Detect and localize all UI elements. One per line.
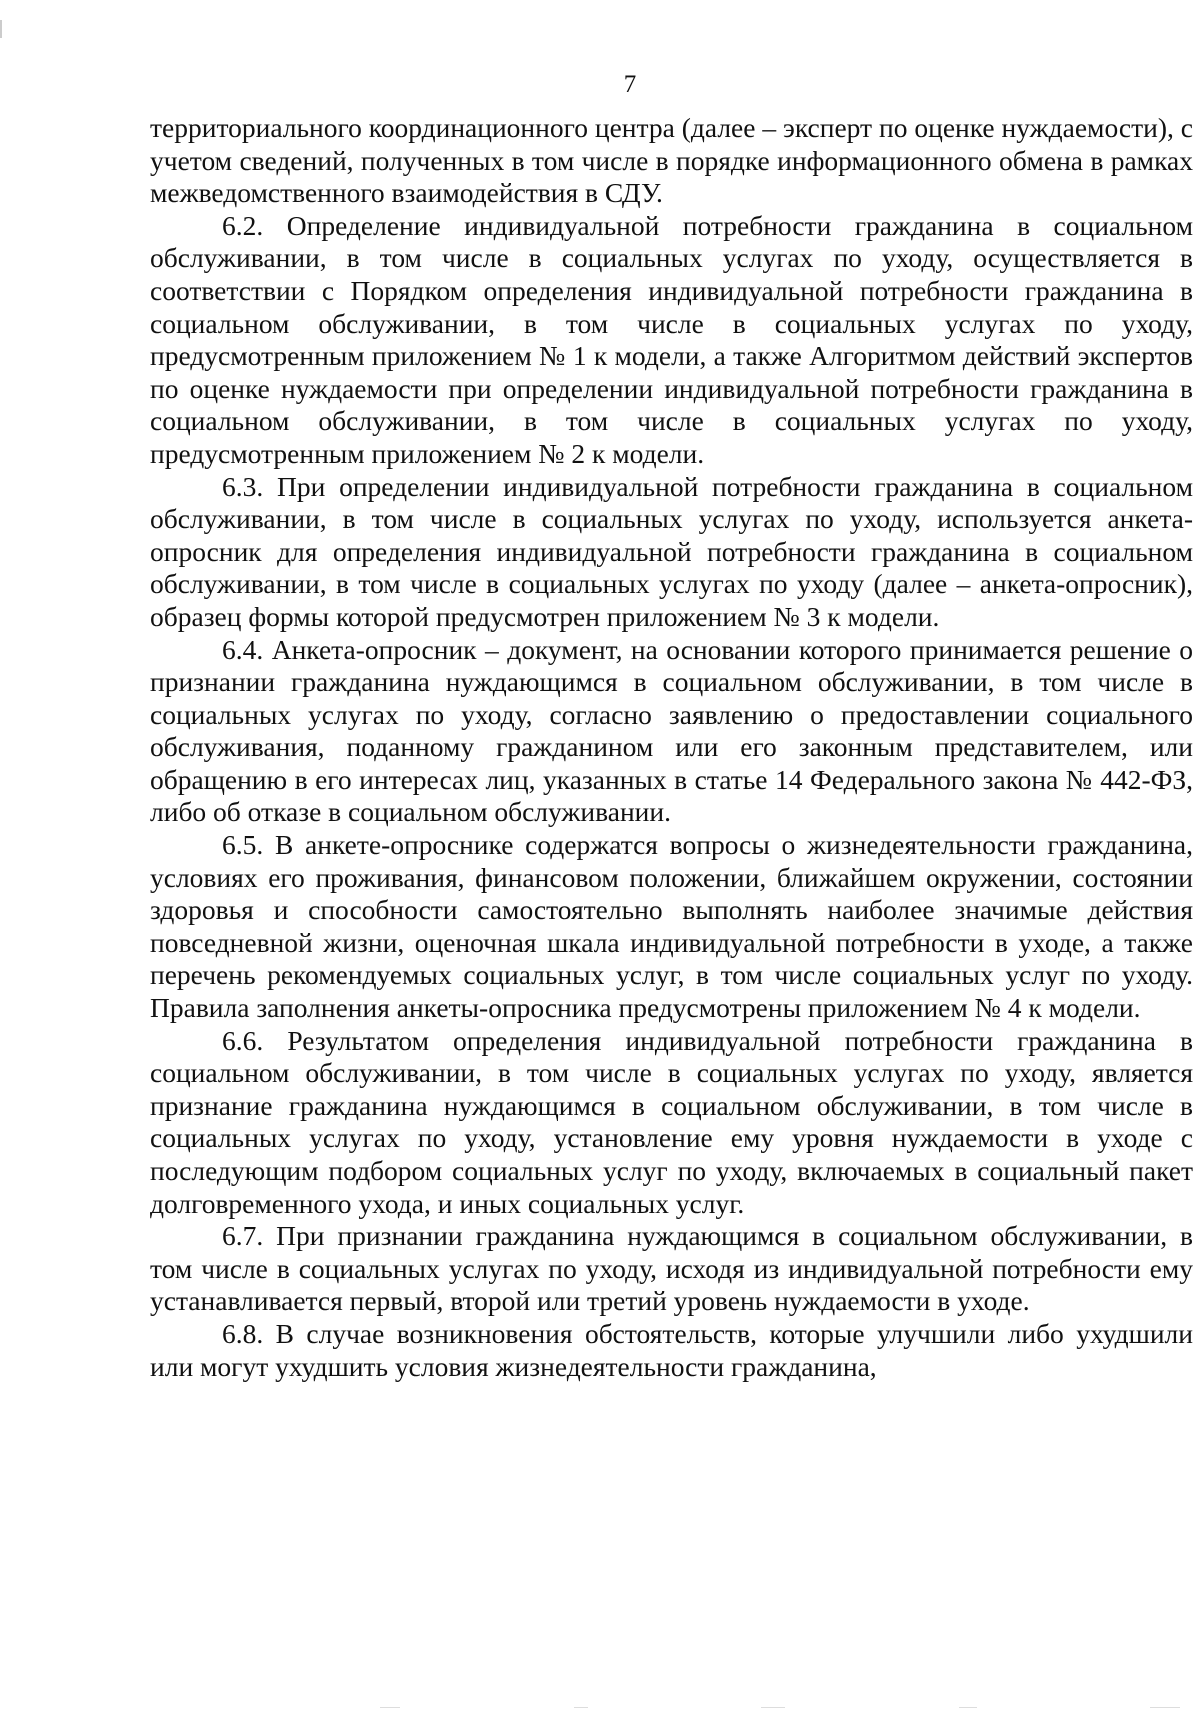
scan-edge-mark <box>0 20 2 38</box>
paragraph-6-6: 6.6. Результатом определения индивидуальной потребности гражданина в социальном обслуживании, в том числе в социальных услугах по уходу, является признание гражданина нуждающимся в социальном обслуживании, в том числе в социальных услугах по уходу, установление ему уровня нуждаемости в уходе с последующим подбором социальных услуг по уходу, включаемых в социальный пакет долговременного ухода, и иных социальных услуг. <box>150 1024 1193 1219</box>
page-number: 7 <box>623 71 637 98</box>
scan-footer-marks <box>380 1706 1180 1709</box>
paragraph-6-7: 6.7. При признании гражданина нуждающимся в социальном обслуживании, в том числе в социальных услугах по уходу, исходя из индивидуальной потребности ему устанавливается первый, второй или третий уровень нуждаемости в уходе. <box>150 1220 1193 1317</box>
paragraph-6-5: 6.5. В анкете-опроснике содержатся вопросы о жизнедеятельности гражданина, условиях его проживания, финансовом положении, ближайшем окружении, состоянии здоровья и способности самостоятельно выполнять наиболее значимые действия повседневной жизни, оценочная шкала индивидуальной потребности в уходе, а также перечень рекомендуемых социальных услуг, в том числе социальных услуг по уходу. Правила заполнения анкеты-опросника предусмотрены приложением № 4 к модели. <box>150 829 1193 1024</box>
paragraph-continuation: территориального координационного центра (далее – эксперт по оценке нуждаемости), с учетом сведений, полученных в том числе в порядке информационного обмена в рамках межведомственного взаимодействия в СДУ. <box>150 112 1193 209</box>
document-body <box>150 112 1193 1383</box>
paragraph-6-3: 6.3. При определении индивидуальной потребности гражданина в социальном обслуживании, в том числе в социальных услугах по уходу, используется анкета-опросник для определения индивидуальной потребности гражданина в социальном обслуживании, в том числе в социальных услугах по уходу (далее – анкета-опросник), образец формы которой предусмотрен приложением № 3 к модели. <box>150 470 1193 632</box>
paragraph-6-4: 6.4. Анкета-опросник – документ, на основании которого принимается решение о признании гражданина нуждающимся в социальном обслуживании, в том числе в социальных услугах по уходу, согласно заявлению о предоставлении социального обслуживания, поданному гражданином или его законным представителем, или обращению в его интересах лиц, указанных в статье 14 Федерального закона № 442-ФЗ, либо об отказе в социальном обслуживании. <box>150 633 1193 828</box>
paragraph-6-2: 6.2. Определение индивидуальной потребности гражданина в социальном обслуживании, в том числе в социальных услугах по уходу, осуществляется в соответствии с Порядком определения индивидуальной потребности гражданина в социальном обслуживании, в том числе в социальных услугах по уходу, предусмотренным приложением № 1 к модели, а также Алгоритмом действий экспертов по оценке нуждаемости при определении индивидуальной потребности гражданина в социальном обслуживании, в том числе в социальных услугах по уходу, предусмотренным приложением № 2 к модели. <box>150 209 1193 469</box>
paragraph-6-8: 6.8. В случае возникновения обстоятельств, которые улучшили либо ухудшили или могут ухудшить условия жизнедеятельности гражданина, <box>150 1317 1193 1382</box>
